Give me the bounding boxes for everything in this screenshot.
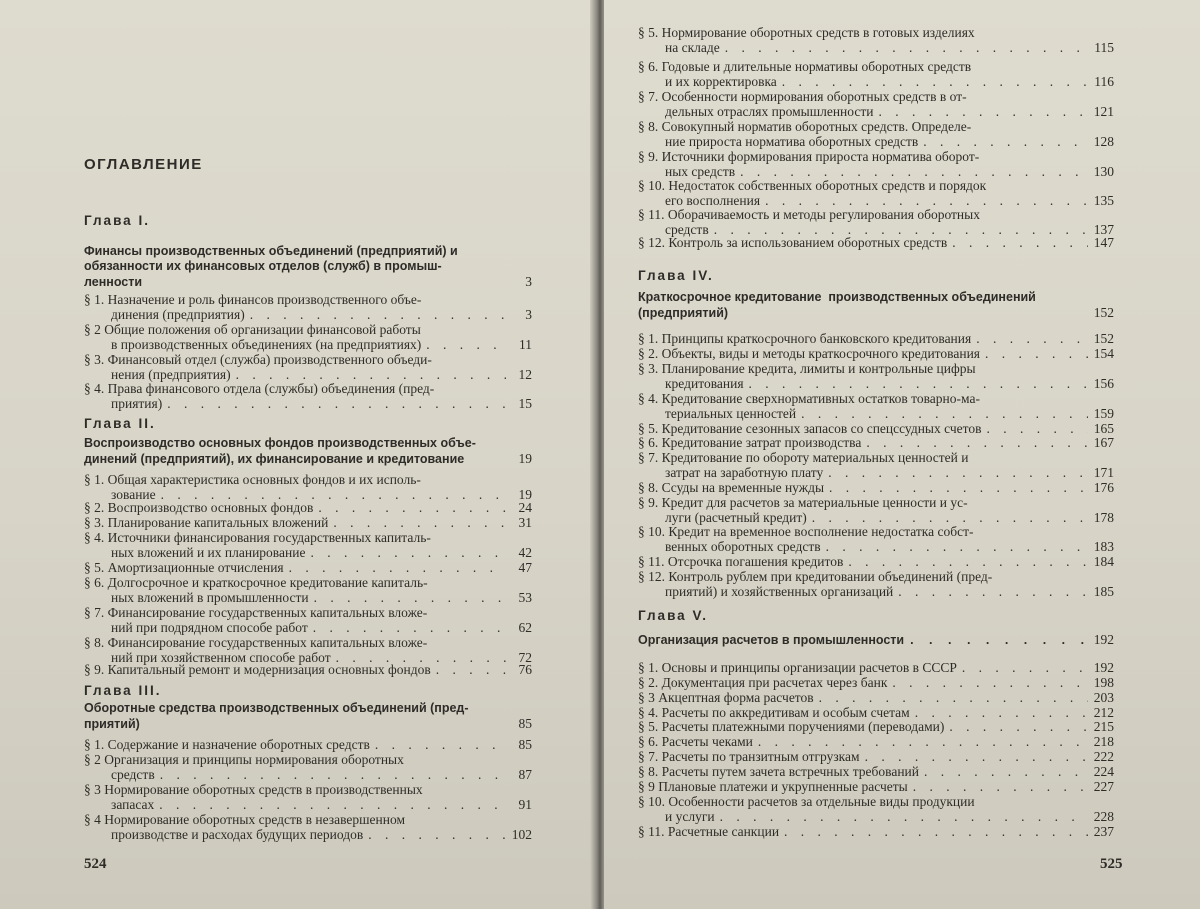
right-page xyxy=(604,0,1200,909)
toc-entry-line xyxy=(84,560,532,575)
toc-page-number: 203 xyxy=(1093,690,1114,705)
toc-entry-text: § 12. Контроль за использованием оборотных средств xyxy=(638,235,948,250)
toc-entry-text: средств xyxy=(84,767,155,782)
toc-entry-line xyxy=(84,472,532,487)
toc-entry-line xyxy=(84,737,532,752)
toc-entry-text: териальных ценностей xyxy=(638,406,797,421)
toc-entry-text: § 7. Особенности нормирования оборотных средств в от- xyxy=(638,89,967,104)
toc-entry-text: § 11. Расчетные санкции xyxy=(638,824,780,839)
dot-leader xyxy=(313,500,506,515)
toc-entry-text: луги (расчетный кредит) xyxy=(638,510,807,525)
toc-entry-line xyxy=(638,524,1114,539)
toc-entry-line xyxy=(84,307,532,322)
toc-entry-line xyxy=(638,391,1114,406)
toc-entry-text: § 5. Амортизационные отчисления xyxy=(84,560,284,575)
toc-entry-line xyxy=(638,178,1114,193)
dot-leader xyxy=(796,406,1088,421)
chapter-label: Глава I. xyxy=(84,213,150,228)
dot-leader xyxy=(363,827,506,842)
toc-entry-line xyxy=(638,164,1114,179)
toc-page-number: 218 xyxy=(1093,734,1114,749)
toc-page-number: 62 xyxy=(518,620,532,635)
toc-entry-text: и услуги xyxy=(638,809,715,824)
toc-entry-line xyxy=(638,361,1114,376)
dot-leader xyxy=(971,331,1088,346)
dot-leader xyxy=(918,134,1088,149)
toc-entry-line xyxy=(84,367,532,382)
toc-entry-line xyxy=(638,480,1114,495)
toc-page-number: 224 xyxy=(1093,764,1114,779)
toc-page-number: 91 xyxy=(518,797,532,812)
toc-entry-text: производстве и расходах будущих периодов xyxy=(84,827,364,842)
toc-entry-text: § 11. Отсрочка погашения кредитов xyxy=(638,554,844,569)
dot-leader xyxy=(154,797,506,812)
chapter-label: Глава V. xyxy=(638,608,708,623)
toc-entry-line xyxy=(638,554,1114,569)
toc-page-number: 212 xyxy=(1093,705,1114,720)
toc-page-number: 53 xyxy=(518,590,532,605)
toc-entry-text: средств xyxy=(638,222,709,237)
toc-page-number: 222 xyxy=(1093,749,1114,764)
toc-entry-text: § 9. Капитальный ремонт и модернизация основных фондов xyxy=(84,662,431,677)
toc-entry-text: нения (предприятия) xyxy=(84,367,231,382)
chapter-title-text: (предприятий) xyxy=(638,306,729,320)
toc-page-number: 237 xyxy=(1093,824,1114,839)
toc-page-number: 31 xyxy=(518,515,532,530)
chapter-title-text: приятий) xyxy=(84,717,140,731)
toc-entry-line xyxy=(638,824,1114,839)
chapter-title-line xyxy=(638,305,1114,321)
toc-entry-line xyxy=(638,719,1114,734)
chapter-page-number: 192 xyxy=(1093,632,1114,647)
chapter-title-text: Оборотные средства производственных объединений (пред- xyxy=(84,701,469,715)
toc-entry-text: § 1. Основы и принципы организации расчетов в СССР xyxy=(638,660,957,675)
toc-entry-line xyxy=(638,435,1114,450)
toc-entry-text: § 3 Акцептная форма расчетов xyxy=(638,690,814,705)
toc-entry-text: § 2. Документация при расчетах через банк xyxy=(638,675,888,690)
toc-entry-text: ний при хозяйственном способе работ xyxy=(84,650,331,665)
dot-leader xyxy=(910,705,1088,720)
dot-leader xyxy=(821,539,1088,554)
toc-entry-line xyxy=(638,705,1114,720)
toc-entry-text: § 1. Назначение и роль финансов производственного объе- xyxy=(84,292,422,307)
toc-entry-line xyxy=(638,660,1114,675)
toc-entry-text: § 6. Годовые и длительные нормативы оборотных средств xyxy=(638,59,972,74)
toc-page-number: 85 xyxy=(518,737,532,752)
toc-entry-text: кредитования xyxy=(638,376,744,391)
toc-page-number: 47 xyxy=(518,560,532,575)
dot-leader xyxy=(431,662,506,677)
dot-leader xyxy=(162,396,506,411)
toc-entry-line xyxy=(84,545,532,560)
toc-page-number: 137 xyxy=(1093,222,1114,237)
toc-entry-line xyxy=(84,322,532,337)
toc-entry-line xyxy=(638,207,1114,222)
dot-leader xyxy=(308,620,506,635)
toc-page-number: 116 xyxy=(1094,74,1114,89)
toc-page-number: 228 xyxy=(1093,809,1114,824)
chapter-title-line xyxy=(638,290,1114,305)
dot-leader xyxy=(370,737,506,752)
toc-entry-line xyxy=(84,292,532,307)
chapter-title-text: динений (предприятий), их финансирование и кредитование xyxy=(84,452,465,466)
toc-entry-line xyxy=(638,376,1114,391)
page-number-left: 524 xyxy=(84,856,107,872)
toc-entry-text: приятия) xyxy=(84,396,163,411)
dot-leader xyxy=(735,164,1088,179)
chapter-page-number: 19 xyxy=(518,451,532,466)
toc-entry-line xyxy=(638,193,1114,208)
toc-entry-text: § 1. Принципы краткосрочного банковского кредитования xyxy=(638,331,972,346)
toc-entry-text: § 8. Финансирование государственных капитальных вложе- xyxy=(84,635,428,650)
toc-entry-line xyxy=(638,149,1114,164)
toc-entry-text: § 10. Кредит на временное восполнение недостатка собст- xyxy=(638,524,974,539)
toc-entry-line xyxy=(638,450,1114,465)
toc-page-number: 227 xyxy=(1093,779,1114,794)
toc-entry-text: § 2 Общие положения об организации финансовой работы xyxy=(84,322,421,337)
toc-page-number: 128 xyxy=(1093,134,1114,149)
toc-page-number: 176 xyxy=(1093,480,1114,495)
toc-entry-line xyxy=(84,530,532,545)
toc-entry-text: его восполнения xyxy=(638,193,761,208)
dot-leader xyxy=(947,235,1088,250)
toc-entry-line xyxy=(84,515,532,530)
dot-leader xyxy=(904,633,1090,648)
toc-entry-line xyxy=(84,620,532,635)
dot-leader xyxy=(744,376,1088,391)
chapter-label: Глава IV. xyxy=(638,268,714,283)
toc-entry-line xyxy=(84,605,532,620)
dot-leader xyxy=(720,40,1088,55)
toc-page-number: 167 xyxy=(1093,435,1114,450)
toc-entry-text: § 4 Нормирование оборотных средств в незавершенном xyxy=(84,812,406,827)
dot-leader xyxy=(779,824,1088,839)
toc-entry-line xyxy=(638,764,1114,779)
dot-leader xyxy=(777,74,1088,89)
dot-leader xyxy=(957,660,1088,675)
toc-entry-text: § 9. Кредит для расчетов за материальные ценности и ус- xyxy=(638,495,968,510)
toc-entry-line xyxy=(84,337,532,352)
dot-leader xyxy=(981,421,1088,436)
chapter-title-text: Краткосрочное кредитование производственных объединений xyxy=(638,290,1036,304)
chapter-title-line xyxy=(84,244,532,259)
dot-leader xyxy=(823,465,1088,480)
toc-entry-line xyxy=(638,675,1114,690)
toc-entry-line xyxy=(84,396,532,411)
toc-entry-text: § 10. Недостаток собственных оборотных средств и порядок xyxy=(638,178,987,193)
toc-page-number: 154 xyxy=(1093,346,1114,361)
toc-entry-line xyxy=(638,89,1114,104)
toc-entry-line xyxy=(84,575,532,590)
toc-entry-text: § 6. Кредитование затрат производства xyxy=(638,435,862,450)
toc-page-number: 102 xyxy=(511,827,532,842)
toc-entry-text: § 4. Права финансового отдела (службы) объединения (пред- xyxy=(84,381,435,396)
toc-entry-line xyxy=(638,734,1114,749)
toc-entry-text: § 3 Нормирование оборотных средств в производственных xyxy=(84,782,423,797)
toc-entry-line xyxy=(638,779,1114,794)
toc-page-number: 72 xyxy=(518,650,532,665)
toc-entry-line xyxy=(638,406,1114,421)
toc-entry-text: § 2 Организация и принципы нормирования оборотных xyxy=(84,752,404,767)
dot-leader xyxy=(328,515,506,530)
chapter-title-text: Организация расчетов в промышленности xyxy=(638,633,905,647)
chapter-title-text: Финансы производственных объединений (предприятий) и xyxy=(84,244,458,258)
toc-page-number: 121 xyxy=(1093,104,1114,119)
toc-entry-text: § 8. Ссуды на временные нужды xyxy=(638,480,825,495)
toc-page-number: 24 xyxy=(518,500,532,515)
toc-page-number: 135 xyxy=(1093,193,1114,208)
toc-entry-text: § 5. Нормирование оборотных средств в готовых изделиях xyxy=(638,25,975,40)
chapter-page-number: 85 xyxy=(518,716,532,731)
toc-page-number: 156 xyxy=(1093,376,1114,391)
toc-entry-text: § 4. Источники финансирования государственных капиталь- xyxy=(84,530,431,545)
toc-entry-text: § 11. Оборачиваемость и методы регулирования оборотных xyxy=(638,207,980,222)
toc-entry-line xyxy=(84,352,532,367)
toc-entry-text: § 9 Плановые платежи и укрупненные расчеты xyxy=(638,779,908,794)
toc-entry-text: § 1. Содержание и назначение оборотных средств xyxy=(84,737,370,752)
dot-leader xyxy=(887,675,1088,690)
toc-entry-text: запасах xyxy=(84,797,155,812)
toc-page-number: 215 xyxy=(1093,719,1114,734)
toc-entry-text: ние прироста норматива оборотных средств xyxy=(638,134,919,149)
toc-entry-line xyxy=(84,590,532,605)
toc-entry-text: ных вложений и их планирование xyxy=(84,545,306,560)
toc-entry-text: § 8. Расчеты путем зачета встречных требований xyxy=(638,764,920,779)
chapter-label: Глава II. xyxy=(84,416,156,431)
toc-entry-line xyxy=(638,495,1114,510)
toc-page-number: 165 xyxy=(1093,421,1114,436)
toc-entry-text: в производственных объединениях (на предприятиях) xyxy=(84,337,422,352)
chapter-title-line xyxy=(84,701,532,716)
toc-entry-text: § 1. Общая характеристика основных фондов и их исполь- xyxy=(84,472,421,487)
dot-leader xyxy=(715,809,1088,824)
toc-entry-line xyxy=(638,59,1114,74)
dot-leader xyxy=(944,719,1088,734)
toc-entry-text: § 2. Объекты, виды и методы краткосрочного кредитования xyxy=(638,346,981,361)
toc-page-number: 3 xyxy=(525,307,532,322)
toc-entry-text: затрат на заработную плату xyxy=(638,465,824,480)
toc-entry-line xyxy=(84,500,532,515)
toc-entry-text: ных средств xyxy=(638,164,736,179)
toc-page-number: 183 xyxy=(1093,539,1114,554)
toc-entry-line xyxy=(638,134,1114,149)
toc-entry-text: § 12. Контроль рублем при кредитовании объединений (пред- xyxy=(638,569,993,584)
toc-entry-line xyxy=(638,794,1114,809)
chapter-label: Глава III. xyxy=(84,683,162,698)
toc-entry-text: § 4. Расчеты по аккредитивам и особым счетам xyxy=(638,705,910,720)
toc-page-number: 15 xyxy=(518,396,532,411)
toc-entry-line xyxy=(638,346,1114,361)
toc-entry-text: § 3. Планирование капитальных вложений xyxy=(84,515,329,530)
toc-entry-text: § 2. Воспроизводство основных фондов xyxy=(84,500,314,515)
dot-leader xyxy=(980,346,1088,361)
toc-entry-line xyxy=(84,662,532,677)
toc-entry-line xyxy=(84,782,532,797)
dot-leader xyxy=(843,554,1088,569)
toc-entry-line xyxy=(84,381,532,396)
toc-entry-text: § 7. Кредитование по обороту материальных ценностей и xyxy=(638,450,969,465)
toc-entry-text: и их корректировка xyxy=(638,74,777,89)
toc-entry-text: зование xyxy=(84,487,156,502)
toc-entry-line xyxy=(638,749,1114,764)
left-page xyxy=(0,0,596,909)
toc-page-number: 184 xyxy=(1093,554,1114,569)
dot-leader xyxy=(309,590,506,605)
dot-leader xyxy=(807,510,1088,525)
toc-entry-line xyxy=(638,40,1114,55)
toc-page-number: 11 xyxy=(519,337,532,352)
toc-entry-text: § 5. Расчеты платежными поручениями (переводами) xyxy=(638,719,945,734)
toc-page-number: 115 xyxy=(1094,40,1114,55)
toc-entry-line xyxy=(84,797,532,812)
toc-page-number: 19 xyxy=(518,487,532,502)
dot-leader xyxy=(245,307,506,322)
toc-page-number: 171 xyxy=(1093,465,1114,480)
chapter-title-line xyxy=(84,259,532,274)
toc-entry-text: § 3. Финансовый отдел (служба) производственного объеди- xyxy=(84,352,432,367)
toc-entry-line xyxy=(638,539,1114,554)
chapter-title-line xyxy=(84,274,532,290)
toc-entry-line xyxy=(638,74,1114,89)
chapter-title-line xyxy=(84,451,532,467)
toc-entry-line xyxy=(638,809,1114,824)
dot-leader xyxy=(860,749,1088,764)
chapter-title-line xyxy=(84,716,532,732)
chapter-page-number: 3 xyxy=(525,274,532,289)
dot-leader xyxy=(873,104,1088,119)
chapter-title-text: Воспроизводство основных фондов производственных объе- xyxy=(84,436,476,450)
toc-entry-text: ний при подрядном способе работ xyxy=(84,620,308,635)
toc-page-number: 185 xyxy=(1093,584,1114,599)
toc-entry-text: § 3. Планирование кредита, лимиты и контрольные цифры xyxy=(638,361,976,376)
toc-entry-line xyxy=(84,635,532,650)
toc-entry-line xyxy=(638,584,1114,599)
dot-leader xyxy=(231,367,506,382)
toc-page-number: 159 xyxy=(1093,406,1114,421)
dot-leader xyxy=(814,690,1088,705)
dot-leader xyxy=(305,545,506,560)
toc-entry-line xyxy=(638,235,1114,250)
toc-entry-line xyxy=(638,421,1114,436)
toc-entry-text: § 9. Источники формирования прироста норматива оборот- xyxy=(638,149,980,164)
toc-entry-text: § 10. Особенности расчетов за отдельные виды продукции xyxy=(638,794,975,809)
toc-page-number: 192 xyxy=(1093,660,1114,675)
chapter-title-line xyxy=(84,436,532,451)
toc-entry-line xyxy=(84,827,532,842)
toc-entry-line xyxy=(84,752,532,767)
toc-page-number: 76 xyxy=(518,662,532,677)
dot-leader xyxy=(893,584,1088,599)
toc-entry-line xyxy=(638,569,1114,584)
toc-entry-text: венных оборотных средств xyxy=(638,539,821,554)
chapter-title-line xyxy=(638,632,1114,648)
toc-entry-line xyxy=(638,690,1114,705)
toc-entry-text: § 8. Совокупный норматив оборотных средств. Определе- xyxy=(638,119,972,134)
toc-entry-line xyxy=(638,104,1114,119)
toc-page-number: 130 xyxy=(1093,164,1114,179)
dot-leader xyxy=(919,764,1088,779)
chapter-page-number: 152 xyxy=(1093,305,1114,320)
dot-leader xyxy=(908,779,1088,794)
toc-entry-line xyxy=(638,465,1114,480)
toc-entry-line xyxy=(638,25,1114,40)
toc-entry-line xyxy=(638,510,1114,525)
toc-entry-text: на складе xyxy=(638,40,720,55)
toc-entry-line xyxy=(84,812,532,827)
dot-leader xyxy=(753,734,1088,749)
toc-entry-text: § 6. Долгосрочное и краткосрочное кредитование капиталь- xyxy=(84,575,428,590)
toc-entry-text: дельных отраслях промышленности xyxy=(638,104,874,119)
toc-page-number: 152 xyxy=(1093,331,1114,346)
toc-entry-text: ных вложений в промышленности xyxy=(84,590,309,605)
dot-leader xyxy=(421,337,506,352)
toc-entry-text: § 5. Кредитование сезонных запасов со спецссудных счетов xyxy=(638,421,982,436)
dot-leader xyxy=(824,480,1088,495)
dot-leader xyxy=(155,767,506,782)
chapter-title-text: обязанности их финансовых отделов (служб) в промыш- xyxy=(84,259,442,273)
toc-page-number: 12 xyxy=(518,367,532,382)
toc-page-number: 87 xyxy=(518,767,532,782)
dot-leader xyxy=(284,560,506,575)
chapter-title-text: ленности xyxy=(84,275,143,289)
dot-leader xyxy=(760,193,1088,208)
toc-entry-line xyxy=(638,331,1114,346)
toc-entry-text: динения (предприятия) xyxy=(84,307,245,322)
page-number-right: 525 xyxy=(1100,856,1123,872)
toc-entry-line xyxy=(638,119,1114,134)
dot-leader xyxy=(861,435,1088,450)
toc-entry-text: § 7. Финансирование государственных капитальных вложе- xyxy=(84,605,428,620)
toc-entry-text: приятий) и хозяйственных организаций xyxy=(638,584,894,599)
toc-entry-text: § 6. Расчеты чеками xyxy=(638,734,753,749)
toc-page-number: 147 xyxy=(1093,235,1114,250)
toc-entry-text: § 7. Расчеты по транзитным отгрузкам xyxy=(638,749,860,764)
toc-entry-text: § 4. Кредитование сверхнормативных остатков товарно-ма- xyxy=(638,391,980,406)
toc-entry-line xyxy=(84,767,532,782)
toc-title: ОГЛАВЛЕНИЕ xyxy=(84,156,203,173)
toc-page-number: 42 xyxy=(518,545,532,560)
toc-page-number: 198 xyxy=(1093,675,1114,690)
toc-page-number: 178 xyxy=(1093,510,1114,525)
